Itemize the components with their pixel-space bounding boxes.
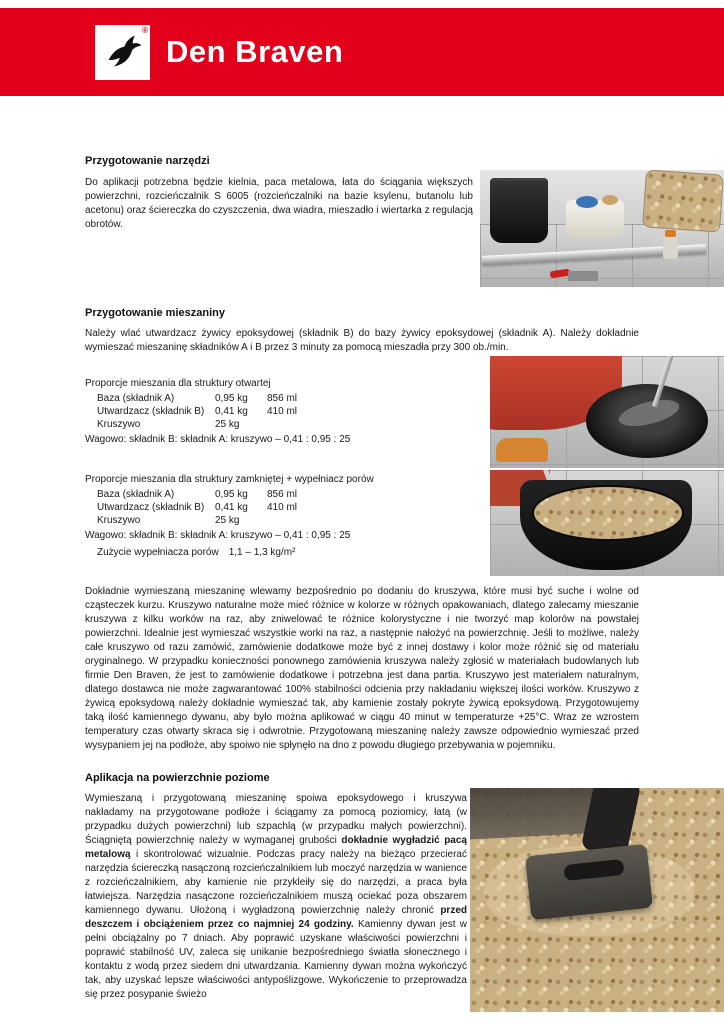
section-title-tools: Przygotowanie narzędzi [85, 155, 210, 167]
proportions-open-title: Proporcje mieszania dla struktury otwartej [85, 378, 271, 389]
proportions-closed-block [85, 473, 374, 559]
table-row [85, 392, 350, 405]
orange-cap [665, 230, 676, 237]
row-label: Utwardzacz (składnik B) [97, 502, 205, 513]
metal-trowel [525, 844, 653, 920]
black-bucket [490, 178, 548, 243]
work-boot [496, 438, 548, 462]
bird-icon [102, 31, 144, 73]
row-volume [267, 514, 327, 527]
row-weight: 25 kg [215, 515, 240, 526]
table-row [85, 501, 374, 514]
row-weight: 25 kg [215, 419, 240, 430]
consumption-label: Zużycie wypełniacza porów [97, 547, 219, 558]
tools-photo [480, 170, 724, 287]
table-row [85, 418, 350, 431]
tan-item [602, 195, 618, 205]
den-braven-logo [95, 25, 150, 80]
row-volume [267, 418, 327, 431]
aggregate-sack [642, 170, 724, 233]
proportions-closed-title: Proporcje mieszania dla struktury zamkniętej + wypełniacz porów [85, 474, 374, 485]
row-label: Baza (składnik A) [97, 489, 175, 500]
row-volume: 410 ml [267, 406, 298, 417]
row-weight: 0,41 kg [215, 502, 248, 513]
solvent-bottle [663, 235, 678, 259]
consumption-value: 1,1 – 1,3 kg/m² [228, 547, 296, 558]
aggregate-fill [532, 485, 684, 541]
row-volume: 856 ml [267, 489, 298, 500]
table-row [85, 514, 374, 527]
row-label: Kruszywo [97, 419, 141, 430]
paragraph-application [85, 792, 467, 1002]
registered-mark: ® [142, 25, 148, 35]
paragraph-mixture: Należy wlać utwardzacz żywicy epoksydowej (składnik B) do bazy żywicy epoksydowej (składnik A). Należy dokładnie wymieszać mieszaninę składników A i B przez 3 minuty za pomocą mieszadła przy 300 ob./min. [85, 328, 639, 353]
application-text-segment: Wymieszaną i przygotowaną mieszaninę spoiwa epoksydowego i kruszywa nakładamy na przygotowane podłoże i ściągamy za pomocą poziomicy, łatą (w przypadku dużych powierzchni) lub szpachlą (w przypadku małych powierzchni). Ściągniętą powierzchnię należy w wymaganej grubości [85, 793, 467, 846]
application-text-segment: Kamienny dywan jest w pełni obciążalny po 7 dniach. Aby poprawić uzyskane właściwości powierzchni i poprawić stabilność UV, zaleca się unikanie bezpośredniego światła słonecznego i kontaktu z wodą przez siedem dni utwardzania. Kamienny dywan można wykończyć tak, aby uzyskać lepsze właściwości antypoślizgowe. Wykończenie to przeprowadza się przez posypanie świeżo [85, 919, 467, 1000]
trowel-blade [568, 271, 598, 281]
row-label: Kruszywo [97, 515, 141, 526]
application-text-segment: i skontrolować wizualnie. Podczas pracy należy na bieżąco przecierać narzędzia ściereczką nasączoną rozcieńczalnikiem lub moczyć narzędzia w wanience z rozcieńczalnikiem, aby kamienie nie przykleiły się do narzędzi, a praca była łatwiejsza. Narzędzia nasączone rozcieńczalnikiem muszą ociekać poza obszarem kamiennego dywanu. Ułożoną i wygładzoną powierzchnię należy chronić [85, 849, 467, 916]
row-volume: 410 ml [267, 502, 298, 513]
row-label: Utwardzacz (składnik B) [97, 406, 205, 417]
aggregate-bucket-photo [490, 470, 724, 576]
table-row [85, 488, 374, 501]
section-title-mixture: Przygotowanie mieszaniny [85, 307, 225, 319]
application-text-bold: przed deszczem i obciążeniem przez co najmniej 24 godziny. [85, 905, 467, 930]
mixing-photo [490, 356, 724, 468]
row-volume: 856 ml [267, 393, 298, 404]
consumption-line [85, 546, 374, 559]
paragraph-tools: Do aplikacji potrzebna będzie kielnia, paca metalowa, łata do ściągania większych powierzchni, rozcieńczalnik S 6005 (rozcieńczalniki na bazie ksylenu, butanolu lub acetonu) oraz ściereczka do czyszczenia, dwa wiadra, mieszadło i wiertarka z regulacją obrotów. [85, 177, 473, 230]
table-row [85, 405, 350, 418]
blue-lid [576, 196, 598, 208]
application-text-bold: dokładnie wygładzić pacą metalową [85, 835, 467, 860]
application-photo [470, 788, 724, 1012]
proportions-open-block [85, 377, 350, 446]
brand-header [0, 8, 724, 96]
row-weight: 0,95 kg [215, 489, 248, 500]
section-title-application: Aplikacja na powierzchnie poziome [85, 772, 270, 784]
row-weight: 0,95 kg [215, 393, 248, 404]
row-label: Baza (składnik A) [97, 393, 175, 404]
brand-name: Den Braven [166, 34, 344, 69]
paragraph-mixing-notes: Dokładnie wymieszaną mieszaninę wlewamy bezpośrednio po dodaniu do kruszywa, które musi być suche i wolne od cząsteczek kurzu. Kruszywo naturalne może mieć różnice w kolorze w różnych opakowaniach, dlatego zalecamy mieszanie kruszywa z kilku worków na raz, aby zniwelować te różnice kolorystyczne i nie tworzyć map kolorów na powstałej powierzchni. Idealnie jest wymieszać wszystkie worki na raz, a następnie nałożyć na powierzchnię. Jeśli to możliwe, należy całe kruszywo od razu zamówić, zamówienie dodatkowe może być z innej dostawy i kolor może różnić się od materiału oryginalnego. W przypadku konieczności ponownego zamówienia kruszywa należy zgłosić w materiałach budowlanych lub firmie Den Braven, że jest to zamówienie dodatkowe i potrzebna jest dana partia. Kruszywo jest materiałem naturalnym, dlatego dostawca nie może zagwarantować 100% stabilności odcienia przy nakładaniu większej ilości worków. Kruszywo z żywicą epoksydową należy dokładnie wymieszać tak, aby kamienie zostały pokryte żywicą epoksydową. Przygotowujemy taką ilość kamiennego dywanu, aby było można aplikować w ciągu 40 minut w temperaturze +25°C. Wraz ze wzrostem temperatury czas otwarty skraca się i odwrotnie. Przygotowaną mieszaninę należy zawsze odpowiednio wymieszać przed wysypaniem jej na podłoże, aby spoiwo nie spłynęło na dno z powodu długiego przebywania w pojemniku. [85, 586, 639, 751]
ratio-note: Wagowo: składnik B: składnik A: kruszywo – 0,41 : 0,95 : 25 [85, 434, 351, 445]
row-weight: 0,41 kg [215, 406, 248, 417]
ratio-note: Wagowo: składnik B: składnik A: kruszywo – 0,41 : 0,95 : 25 [85, 530, 351, 541]
